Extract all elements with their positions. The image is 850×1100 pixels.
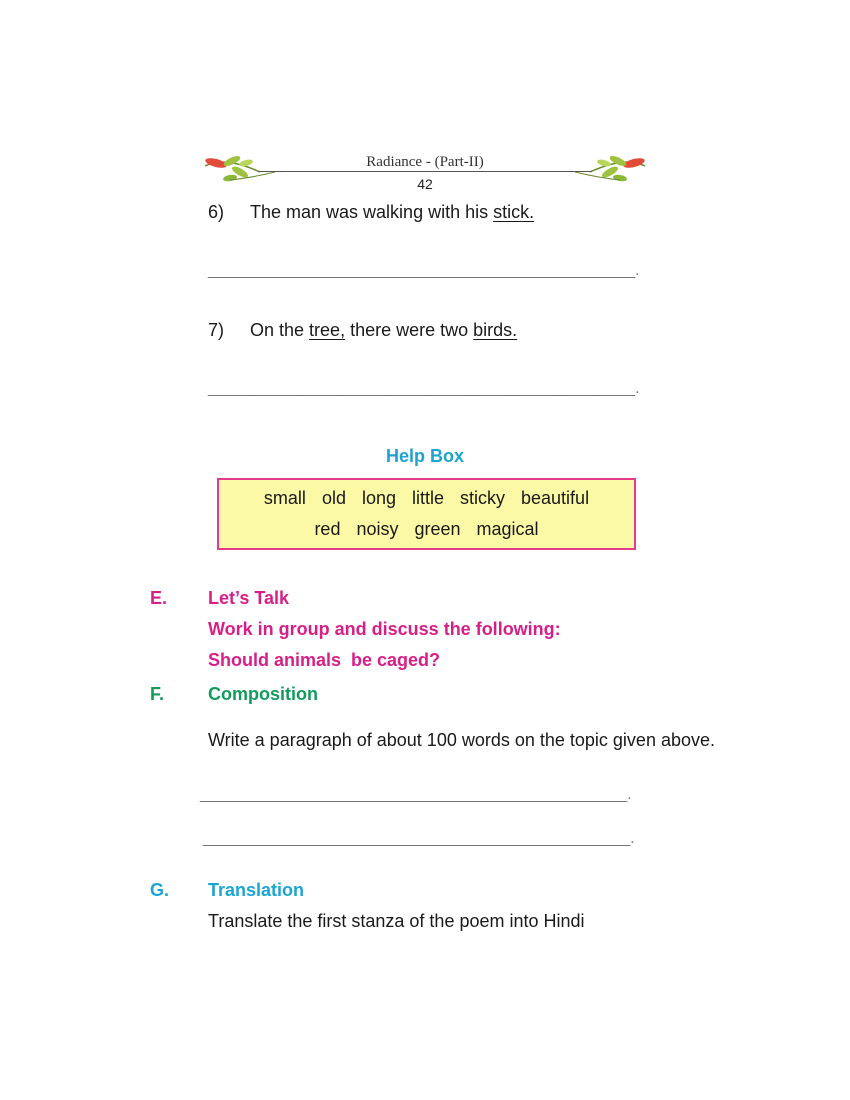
header-title: Radiance - (Part-II)	[366, 154, 484, 170]
section-f-title: Composition	[208, 684, 318, 704]
answer-line[interactable]: ________________________________________________.	[200, 786, 632, 803]
left-leaf-ornament	[200, 150, 280, 190]
question-text: The man was walking with his	[250, 202, 494, 222]
question-7	[208, 320, 517, 341]
question-text: there were two	[345, 320, 474, 340]
help-word: noisy	[356, 519, 399, 539]
section-f-letter: F.	[150, 684, 165, 704]
section-f-instruction: Write a paragraph of about 100 words on the topic given above.	[208, 730, 715, 750]
help-word: long	[361, 488, 396, 508]
help-box	[217, 478, 636, 550]
help-word: red	[314, 519, 341, 539]
help-word: green	[414, 519, 461, 539]
section-e-line-2: Should animals be caged?	[208, 650, 441, 670]
section-g-letter: G.	[150, 880, 170, 900]
help-word: small	[263, 488, 306, 508]
help-word: little	[412, 488, 445, 508]
question-text: On the	[250, 320, 310, 340]
help-word: beautiful	[521, 488, 590, 508]
help-box-row-1	[219, 488, 634, 509]
help-box-title: Help Box	[385, 446, 464, 466]
answer-line[interactable]: ________________________________________________.	[203, 830, 635, 847]
underlined-word: tree,	[309, 320, 346, 340]
section-e-line-1: Work in group and discuss the following:	[208, 619, 561, 639]
header-divider	[258, 171, 592, 172]
underlined-word: stick.	[493, 202, 535, 222]
help-box-row-2	[219, 519, 634, 540]
question-number: 6)	[208, 202, 225, 222]
right-leaf-ornament	[570, 150, 650, 190]
answer-line[interactable]: ________________________________________________.	[208, 262, 640, 279]
section-e-title: Let’s Talk	[208, 588, 290, 608]
page-number: 42	[417, 176, 433, 192]
question-number: 7)	[208, 320, 225, 340]
help-word: old	[321, 488, 346, 508]
section-g-title: Translation	[208, 880, 305, 900]
question-6	[208, 202, 534, 223]
underlined-word: birds.	[473, 320, 518, 340]
section-g-instruction: Translate the first stanza of the poem into Hindi	[208, 911, 585, 931]
help-word: magical	[476, 519, 539, 539]
answer-line[interactable]: ________________________________________________.	[208, 380, 640, 397]
section-e-letter: E.	[150, 588, 168, 608]
help-word: sticky	[460, 488, 506, 508]
